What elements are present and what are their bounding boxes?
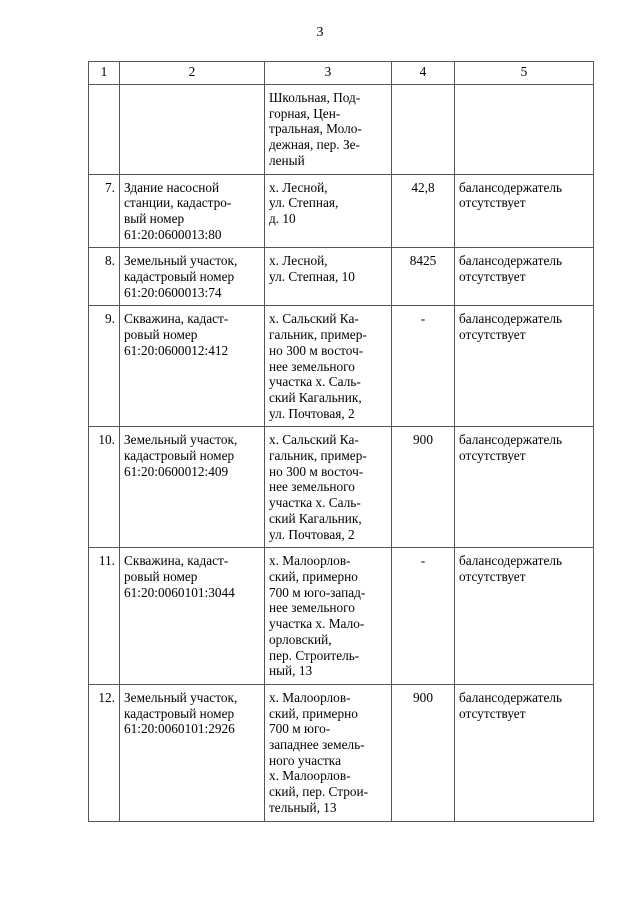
- column-header-5: 5: [455, 62, 594, 85]
- table-header-row: [89, 62, 594, 85]
- row-number-cell: 9.: [89, 306, 120, 427]
- area-cell: 42,8: [392, 174, 455, 248]
- balance-holder-cell: балансодержатель отсутствует: [455, 248, 594, 306]
- table-row: [89, 684, 594, 821]
- table-row: [89, 548, 594, 685]
- address-cell: х. Лесной, ул. Степная, 10: [265, 248, 392, 306]
- area-cell: 900: [392, 427, 455, 548]
- page-number: 3: [316, 25, 324, 40]
- object-name-cell: Скважина, кадаст- ровый номер 61:20:0600012:412: [120, 306, 265, 427]
- balance-holder-cell: балансодержатель отсутствует: [455, 174, 594, 248]
- row-number-cell: 8.: [89, 248, 120, 306]
- table-row: [89, 248, 594, 306]
- table-row: [89, 174, 594, 248]
- column-header-4: 4: [392, 62, 455, 85]
- address-cell: Школьная, Под- горная, Цен- тральная, Моло- дежная, пер. Зе- леный: [265, 85, 392, 175]
- balance-holder-cell: балансодержатель отсутствует: [455, 684, 594, 821]
- object-name-cell: Здание насосной станции, кадастро- вый номер 61:20:0600013:80: [120, 174, 265, 248]
- table-row: [89, 427, 594, 548]
- property-table: [88, 61, 594, 822]
- area-cell: [392, 85, 455, 175]
- row-number-cell: 11.: [89, 548, 120, 685]
- area-cell: 8425: [392, 248, 455, 306]
- object-name-cell: [120, 85, 265, 175]
- balance-holder-cell: балансодержатель отсутствует: [455, 306, 594, 427]
- row-number-cell: 7.: [89, 174, 120, 248]
- table-row: [89, 306, 594, 427]
- row-number-cell: 10.: [89, 427, 120, 548]
- address-cell: х. Лесной, ул. Степная, д. 10: [265, 174, 392, 248]
- table-row: [89, 85, 594, 175]
- address-cell: х. Сальский Ка- гальник, пример- но 300 м восточ- нее земельного участка х. Саль- ский Кагальник, ул. Почтовая, 2: [265, 306, 392, 427]
- area-cell: -: [392, 548, 455, 685]
- area-cell: 900: [392, 684, 455, 821]
- balance-holder-cell: балансодержатель отсутствует: [455, 548, 594, 685]
- row-number-cell: 12.: [89, 684, 120, 821]
- object-name-cell: Земельный участок, кадастровый номер 61:20:0060101:2926: [120, 684, 265, 821]
- balance-holder-cell: [455, 85, 594, 175]
- object-name-cell: Земельный участок, кадастровый номер 61:20:0600013:74: [120, 248, 265, 306]
- address-cell: х. Малоорлов- ский, примерно 700 м юго- западнее земель- ного участка х. Малоорлов- ский, пер. Строи- тельный, 13: [265, 684, 392, 821]
- object-name-cell: Скважина, кадаст- ровый номер 61:20:0060101:3044: [120, 548, 265, 685]
- object-name-cell: Земельный участок, кадастровый номер 61:20:0600012:409: [120, 427, 265, 548]
- balance-holder-cell: балансодержатель отсутствует: [455, 427, 594, 548]
- column-header-2: 2: [120, 62, 265, 85]
- row-number-cell: [89, 85, 120, 175]
- column-header-1: 1: [89, 62, 120, 85]
- column-header-3: 3: [265, 62, 392, 85]
- address-cell: х. Малоорлов- ский, примерно 700 м юго-запад- нее земельного участка х. Мало- орловский, пер. Строитель- ный, 13: [265, 548, 392, 685]
- address-cell: х. Сальский Ка- гальник, пример- но 300 м восточ- нее земельного участка х. Саль- ский Кагальник, ул. Почтовая, 2: [265, 427, 392, 548]
- area-cell: -: [392, 306, 455, 427]
